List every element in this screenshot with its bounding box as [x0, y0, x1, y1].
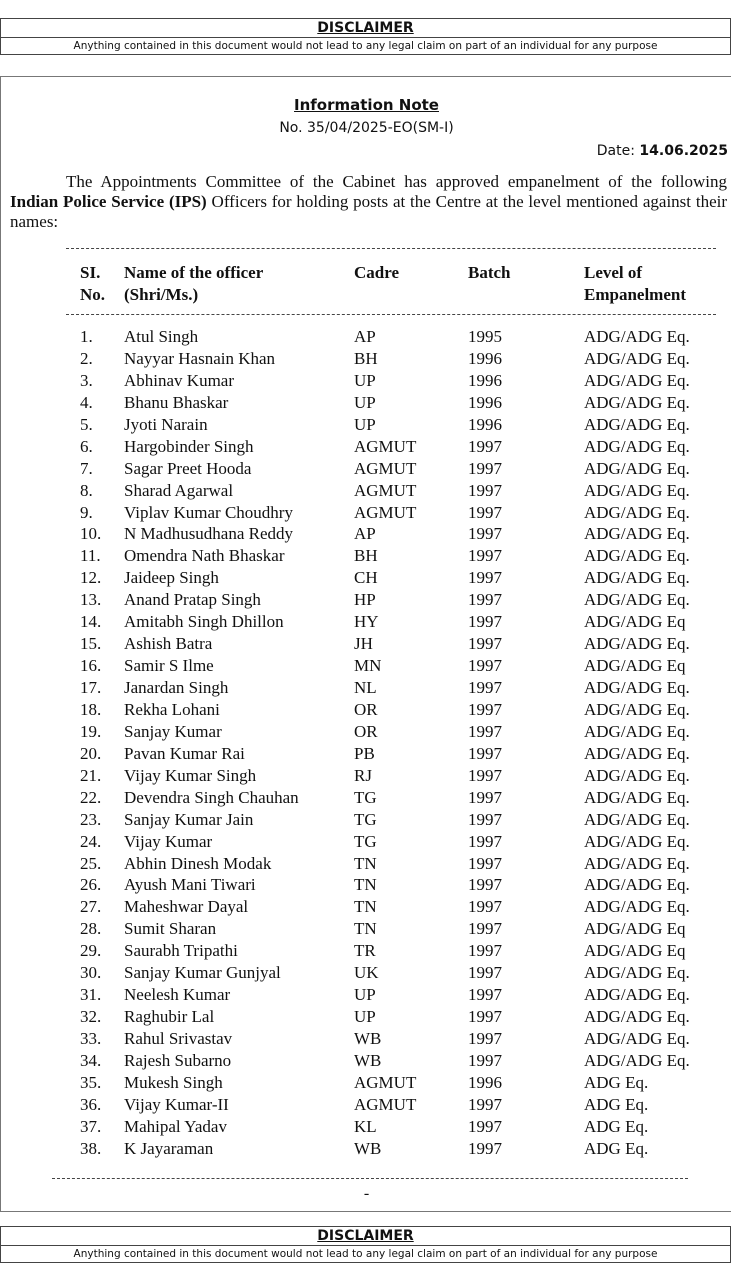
row-batch: 1997 — [468, 590, 502, 610]
table-row — [0, 370, 733, 392]
row-sl-no: 26. — [80, 875, 102, 895]
table-row — [0, 765, 733, 787]
row-batch: 1997 — [468, 1138, 502, 1158]
row-cadre: WB — [354, 1138, 382, 1158]
row-officer-name: Omendra Nath Bhaskar — [124, 546, 285, 566]
row-officer-name: N Madhusudhana Reddy — [124, 524, 294, 544]
table-bottom-rule — [52, 1178, 688, 1179]
row-cadre: UK — [354, 963, 379, 983]
row-sl-no: 8. — [80, 480, 93, 500]
note-date — [597, 143, 728, 159]
row-batch: 1997 — [468, 875, 502, 895]
table-row — [0, 1094, 733, 1116]
row-sl-no: 38. — [80, 1138, 102, 1158]
row-level: ADG/ADG Eq. — [584, 458, 690, 478]
row-level: ADG/ADG Eq — [584, 941, 686, 961]
table-row — [0, 721, 733, 743]
table-row — [0, 611, 733, 633]
row-officer-name: Hargobinder Singh — [124, 436, 254, 456]
row-level: ADG/ADG Eq — [584, 656, 686, 676]
row-officer-name: Pavan Kumar Rai — [124, 743, 245, 763]
row-officer-name: Abhin Dinesh Modak — [124, 853, 272, 873]
note-title: Information Note — [294, 96, 439, 114]
row-sl-no: 1. — [80, 327, 93, 346]
row-level: ADG/ADG Eq. — [584, 348, 690, 368]
row-cadre: MN — [354, 656, 382, 676]
table-row — [0, 831, 733, 853]
table-row — [0, 502, 733, 524]
row-sl-no: 32. — [80, 1007, 102, 1027]
table-row — [0, 545, 733, 567]
row-cadre: TN — [354, 897, 377, 917]
row-cadre: OR — [354, 721, 378, 741]
row-sl-no: 2. — [80, 348, 93, 368]
table-row — [0, 1050, 733, 1072]
row-officer-name: Neelesh Kumar — [124, 985, 231, 1005]
row-cadre: JH — [354, 634, 373, 654]
row-cadre: AGMUT — [354, 480, 417, 500]
table-row — [0, 809, 733, 831]
officer-table — [0, 326, 733, 1160]
row-officer-name: Vijay Kumar-II — [124, 1094, 229, 1114]
row-sl-no: 11. — [80, 546, 101, 566]
disclaimer-text: Anything contained in this document would not lead to any legal claim on part of an individual for any purpose — [73, 1248, 658, 1260]
header-batch: Batch — [468, 263, 511, 282]
row-batch: 1997 — [468, 480, 502, 500]
row-sl-no: 35. — [80, 1072, 102, 1092]
table-header-rule — [66, 314, 716, 315]
row-sl-no: 13. — [80, 590, 102, 610]
row-officer-name: Devendra Singh Chauhan — [124, 787, 299, 807]
row-level: ADG/ADG Eq. — [584, 699, 690, 719]
row-cadre: UP — [354, 392, 376, 412]
row-batch: 1997 — [468, 919, 502, 939]
row-officer-name: Mahipal Yadav — [124, 1116, 227, 1136]
disclaimer-title: DISCLAIMER — [1, 1227, 730, 1246]
row-level: ADG/ADG Eq. — [584, 546, 690, 566]
table-row — [0, 677, 733, 699]
row-level: ADG Eq. — [584, 1116, 649, 1136]
intro-text-bold: Indian Police Service (IPS) — [10, 192, 207, 211]
row-batch: 1997 — [468, 765, 502, 785]
row-cadre: PB — [354, 743, 375, 763]
table-row — [0, 589, 733, 611]
header-level: Level of Empanelment — [584, 263, 686, 304]
row-sl-no: 36. — [80, 1094, 102, 1114]
table-row — [0, 940, 733, 962]
row-batch: 1997 — [468, 1007, 502, 1027]
table-row — [0, 1138, 733, 1160]
row-sl-no: 17. — [80, 678, 102, 697]
header-name: Name of the officer (Shri/Ms.) — [124, 263, 264, 304]
row-sl-no: 3. — [80, 370, 93, 390]
row-sl-no: 37. — [80, 1116, 102, 1136]
table-row — [0, 633, 733, 655]
row-level: ADG/ADG Eq. — [584, 1050, 690, 1070]
row-sl-no: 4. — [80, 392, 93, 412]
table-row — [0, 699, 733, 721]
row-sl-no: 5. — [80, 414, 93, 434]
row-sl-no: 30. — [80, 963, 102, 983]
row-cadre: BH — [354, 348, 378, 368]
row-level: ADG/ADG Eq. — [584, 765, 690, 785]
row-level: ADG/ADG Eq. — [584, 436, 690, 456]
row-level: ADG/ADG Eq — [584, 919, 686, 939]
row-sl-no: 25. — [80, 853, 102, 873]
table-row — [0, 458, 733, 480]
row-sl-no: 20. — [80, 743, 102, 763]
row-batch: 1997 — [468, 721, 502, 741]
row-cadre: WB — [354, 1029, 382, 1048]
row-batch: 1997 — [468, 787, 502, 807]
row-cadre: AP — [354, 327, 376, 346]
table-row — [0, 523, 733, 545]
row-officer-name: Rekha Lohani — [124, 699, 220, 719]
row-sl-no: 12. — [80, 568, 102, 588]
row-level: ADG/ADG Eq. — [584, 392, 690, 412]
row-batch: 1997 — [468, 502, 502, 522]
row-officer-name: Amitabh Singh Dhillon — [124, 612, 284, 632]
row-cadre: OR — [354, 699, 378, 719]
row-officer-name: Sanjay Kumar Jain — [124, 809, 254, 829]
row-level: ADG/ADG Eq. — [584, 568, 690, 588]
row-batch: 1997 — [468, 436, 502, 456]
row-officer-name: Rahul Srivastav — [124, 1029, 233, 1048]
table-row — [0, 1006, 733, 1028]
row-cadre: AGMUT — [354, 502, 417, 522]
row-level: ADG/ADG Eq. — [584, 370, 690, 390]
row-officer-name: Sanjay Kumar Gunjyal — [124, 963, 281, 983]
row-batch: 1997 — [468, 1094, 502, 1114]
table-top-rule — [66, 248, 716, 249]
table-row — [0, 392, 733, 414]
row-sl-no: 9. — [80, 502, 93, 522]
row-level: ADG/ADG Eq. — [584, 524, 690, 544]
row-officer-name: Ayush Mani Tiwari — [124, 875, 256, 895]
row-sl-no: 16. — [80, 656, 102, 676]
row-cadre: TN — [354, 853, 377, 873]
row-officer-name: Samir S Ilme — [124, 656, 214, 676]
row-batch: 1997 — [468, 568, 502, 588]
row-cadre: TG — [354, 809, 377, 829]
row-level: ADG/ADG Eq. — [584, 480, 690, 500]
row-batch: 1997 — [468, 458, 502, 478]
row-level: ADG Eq. — [584, 1138, 649, 1158]
row-officer-name: Raghubir Lal — [124, 1007, 215, 1027]
row-cadre: AGMUT — [354, 458, 417, 478]
row-batch: 1997 — [468, 1029, 502, 1048]
row-level: ADG/ADG Eq. — [584, 875, 690, 895]
row-officer-name: Sanjay Kumar — [124, 721, 222, 741]
table-row — [0, 984, 733, 1006]
end-mark: - — [363, 1185, 370, 1202]
row-cadre: UP — [354, 414, 376, 434]
row-batch: 1997 — [468, 1050, 502, 1070]
row-level: ADG/ADG Eq — [584, 612, 686, 632]
row-cadre: BH — [354, 546, 378, 566]
table-row — [0, 896, 733, 918]
row-batch: 1995 — [468, 327, 502, 346]
row-sl-no: 21. — [80, 765, 102, 785]
disclaimer-bottom — [0, 1226, 731, 1263]
row-officer-name: Rajesh Subarno — [124, 1050, 232, 1070]
row-level: ADG/ADG Eq. — [584, 985, 690, 1005]
row-level: ADG/ADG Eq. — [584, 414, 690, 434]
row-cadre: AGMUT — [354, 1094, 417, 1114]
row-officer-name: Jyoti Narain — [124, 414, 208, 434]
row-sl-no: 6. — [80, 436, 93, 456]
row-cadre: WB — [354, 1050, 382, 1070]
row-cadre: UP — [354, 985, 376, 1005]
row-sl-no: 28. — [80, 919, 102, 939]
row-level: ADG/ADG Eq. — [584, 721, 690, 741]
row-batch: 1997 — [468, 634, 502, 654]
row-batch: 1996 — [468, 1072, 502, 1092]
row-officer-name: Nayyar Hasnain Khan — [124, 348, 276, 368]
table-row — [0, 348, 733, 370]
row-sl-no: 22. — [80, 787, 102, 807]
row-cadre: AGMUT — [354, 1072, 417, 1092]
row-cadre: KL — [354, 1116, 377, 1136]
row-batch: 1997 — [468, 612, 502, 632]
row-cadre: AP — [354, 524, 376, 544]
row-batch: 1997 — [468, 546, 502, 566]
row-batch: 1997 — [468, 897, 502, 917]
row-batch: 1996 — [468, 414, 502, 434]
row-officer-name: Anand Pratap Singh — [124, 590, 261, 610]
row-level: ADG/ADG Eq. — [584, 897, 690, 917]
row-officer-name: Abhinav Kumar — [124, 370, 235, 390]
row-level: ADG/ADG Eq. — [584, 327, 690, 346]
date-label: Date: — [596, 143, 640, 159]
row-cadre: RJ — [354, 765, 372, 785]
table-row — [0, 326, 733, 348]
table-row — [0, 567, 733, 589]
row-level: ADG/ADG Eq. — [584, 831, 690, 851]
row-sl-no: 23. — [80, 809, 102, 829]
row-officer-name: Saurabh Tripathi — [124, 941, 238, 961]
row-level: ADG/ADG Eq. — [584, 634, 690, 654]
row-officer-name: Bhanu Bhaskar — [124, 392, 229, 412]
row-level: ADG/ADG Eq. — [584, 853, 690, 873]
row-level: ADG Eq. — [584, 1072, 649, 1092]
row-cadre: TG — [354, 787, 377, 807]
intro-text-1: The Appointments Committee of the Cabinet has approved empanelment of the following — [66, 172, 727, 191]
row-officer-name: Sagar Preet Hooda — [124, 458, 252, 478]
table-row — [0, 743, 733, 765]
row-batch: 1997 — [468, 743, 502, 763]
row-batch: 1997 — [468, 809, 502, 829]
row-sl-no: 15. — [80, 634, 102, 654]
table-row — [0, 655, 733, 677]
disclaimer-text: Anything contained in this document would not lead to any legal claim on part of an individual for any purpose — [73, 40, 658, 52]
row-batch: 1996 — [468, 370, 502, 390]
row-cadre: TG — [354, 831, 377, 851]
row-batch: 1997 — [468, 941, 502, 961]
row-sl-no: 14. — [80, 612, 102, 632]
row-level: ADG/ADG Eq. — [584, 1029, 690, 1048]
row-officer-name: Sumit Sharan — [124, 919, 217, 939]
intro-text-2: Officers for holding posts at the Centre at the level mentioned against their names: — [10, 192, 727, 231]
table-row — [0, 1028, 733, 1050]
row-level: ADG/ADG Eq. — [584, 590, 690, 610]
row-sl-no: 29. — [80, 941, 102, 961]
row-cadre: TN — [354, 919, 377, 939]
row-batch: 1997 — [468, 853, 502, 873]
row-officer-name: Atul Singh — [124, 327, 199, 346]
row-level: ADG/ADG Eq. — [584, 787, 690, 807]
row-cadre: TR — [354, 941, 376, 961]
row-batch: 1997 — [468, 1116, 502, 1136]
row-sl-no: 24. — [80, 831, 102, 851]
row-cadre: HP — [354, 590, 376, 610]
row-batch: 1997 — [468, 985, 502, 1005]
row-cadre: HY — [354, 612, 379, 632]
table-row — [0, 918, 733, 940]
row-level: ADG/ADG Eq. — [584, 809, 690, 829]
table-row — [0, 853, 733, 875]
row-sl-no: 7. — [80, 458, 93, 478]
header-sl: SI. No. — [80, 263, 106, 304]
row-sl-no: 31. — [80, 985, 102, 1005]
row-sl-no: 19. — [80, 721, 102, 741]
table-row — [0, 962, 733, 984]
row-officer-name: Mukesh Singh — [124, 1072, 223, 1092]
row-cadre: CH — [354, 568, 378, 588]
row-batch: 1997 — [468, 831, 502, 851]
table-row — [0, 414, 733, 436]
row-sl-no: 27. — [80, 897, 102, 917]
row-batch: 1997 — [468, 656, 502, 676]
intro-paragraph — [10, 172, 727, 232]
row-cadre: TN — [354, 875, 377, 895]
row-batch: 1997 — [468, 699, 502, 719]
row-officer-name: K Jayaraman — [124, 1138, 214, 1158]
date-value: 14.06.2025 — [639, 143, 728, 159]
row-batch: 1997 — [468, 524, 502, 544]
table-row — [0, 874, 733, 896]
row-officer-name: Vijay Kumar Singh — [124, 765, 257, 785]
table-row — [0, 787, 733, 809]
row-batch: 1996 — [468, 392, 502, 412]
row-batch: 1997 — [468, 678, 502, 697]
row-officer-name: Jaideep Singh — [124, 568, 219, 588]
row-cadre: UP — [354, 370, 376, 390]
table-row — [0, 480, 733, 502]
disclaimer-top — [0, 18, 731, 55]
row-sl-no: 10. — [80, 524, 102, 544]
row-level: ADG/ADG Eq. — [584, 1007, 690, 1027]
row-sl-no: 34. — [80, 1050, 102, 1070]
row-level: ADG Eq. — [584, 1094, 649, 1114]
row-cadre: UP — [354, 1007, 376, 1027]
table-row — [0, 436, 733, 458]
row-batch: 1996 — [468, 348, 502, 368]
header-cadre: Cadre — [354, 263, 400, 282]
row-level: ADG/ADG Eq. — [584, 743, 690, 763]
row-officer-name: Viplav Kumar Choudhry — [124, 502, 293, 522]
row-officer-name: Ashish Batra — [124, 634, 213, 654]
row-cadre: NL — [354, 678, 377, 697]
row-sl-no: 33. — [80, 1029, 102, 1048]
row-officer-name: Maheshwar Dayal — [124, 897, 249, 917]
row-officer-name: Janardan Singh — [124, 678, 229, 697]
row-level: ADG/ADG Eq. — [584, 678, 690, 697]
row-level: ADG/ADG Eq. — [584, 963, 690, 983]
row-officer-name: Sharad Agarwal — [124, 480, 234, 500]
disclaimer-title: DISCLAIMER — [1, 19, 730, 38]
note-number: No. 35/04/2025-EO(SM-I) — [279, 120, 454, 136]
table-row — [0, 1116, 733, 1138]
row-sl-no: 18. — [80, 699, 102, 719]
row-batch: 1997 — [468, 963, 502, 983]
row-officer-name: Vijay Kumar — [124, 831, 213, 851]
row-level: ADG/ADG Eq. — [584, 502, 690, 522]
table-row — [0, 1072, 733, 1094]
row-cadre: AGMUT — [354, 436, 417, 456]
